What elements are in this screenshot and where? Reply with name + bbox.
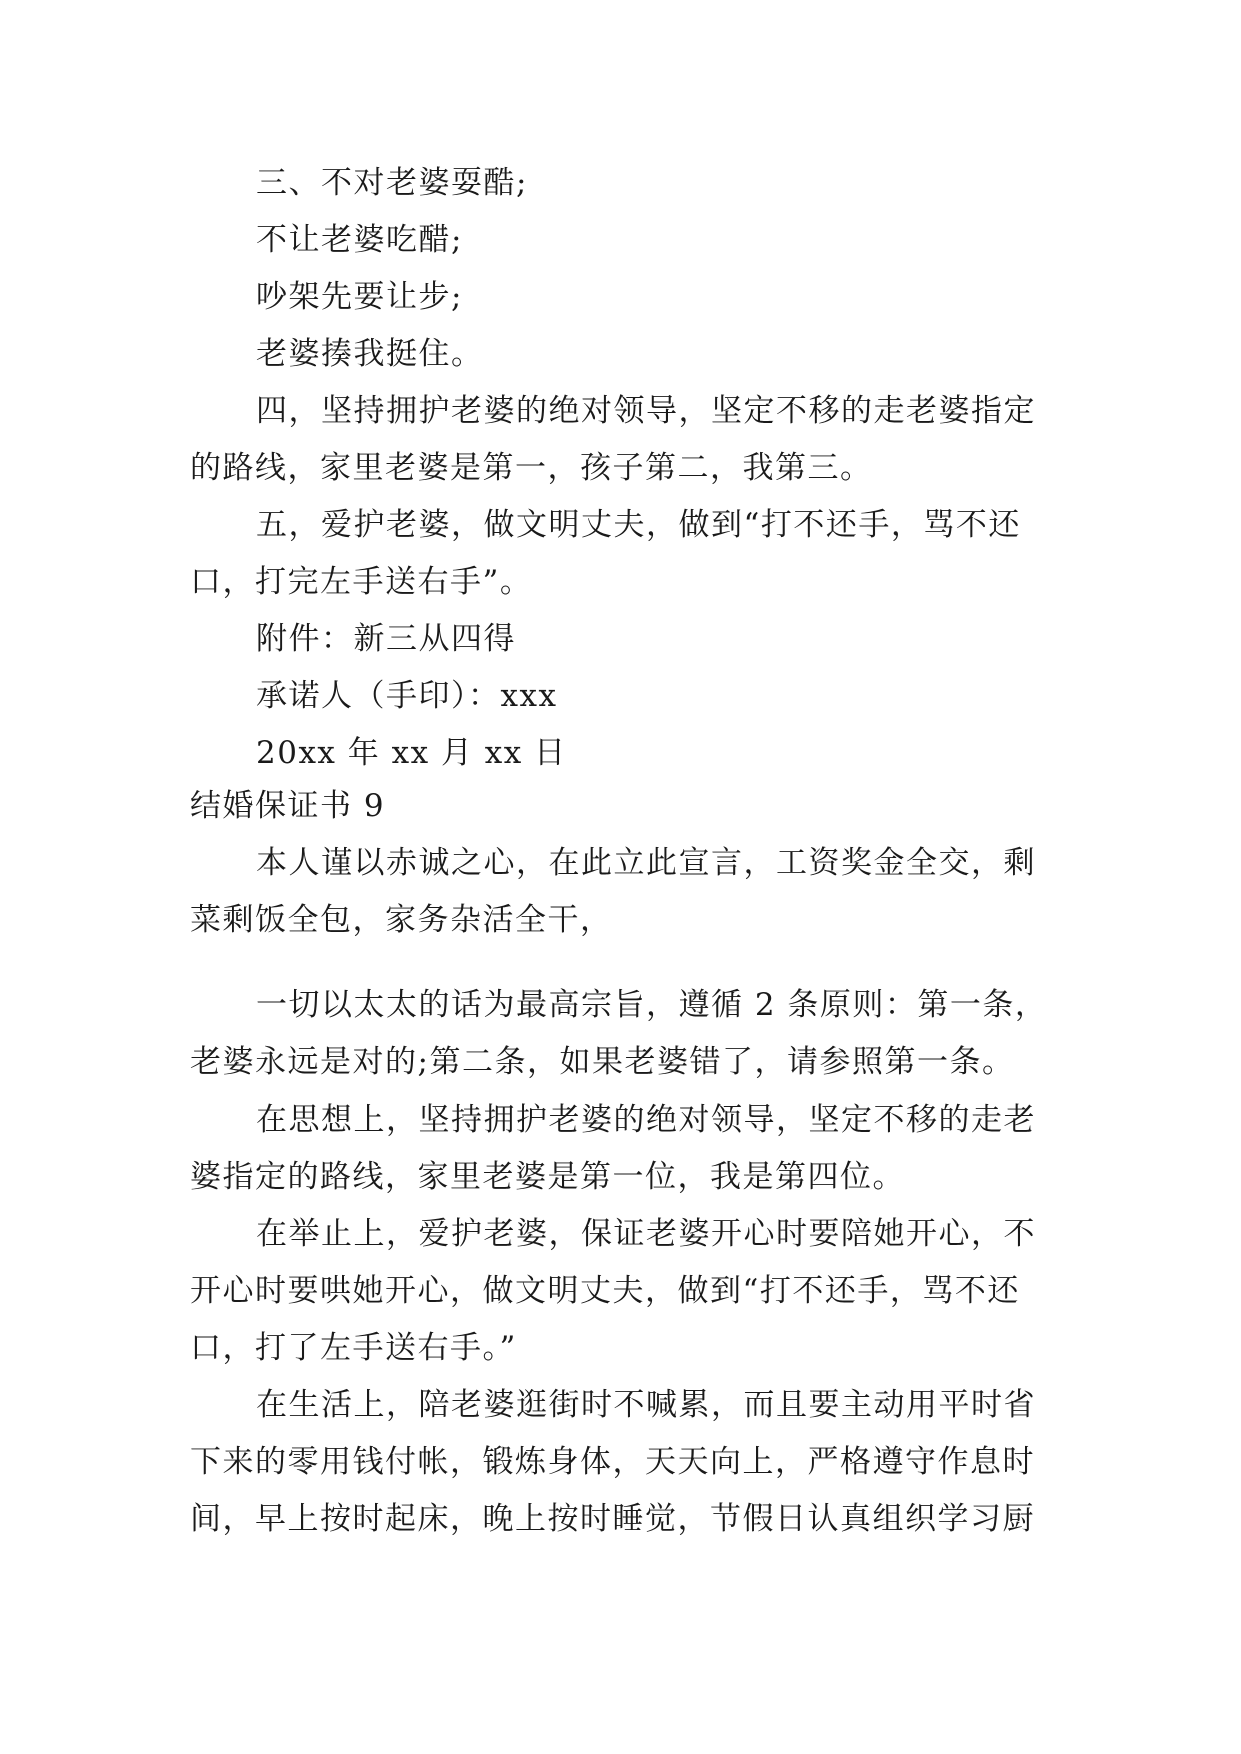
rule-3-line: 老婆揍我挺住。 (256, 336, 484, 372)
rule-3-line: 吵架先要让步; (256, 279, 463, 315)
rule-3-line: 三、不对老婆耍酷; (256, 165, 528, 201)
section-paragraph-1: 菜剩饭全包，家务杂活全干， (190, 902, 613, 938)
promiser-line: 承诺人（手印）：xxx (256, 678, 558, 714)
section-paragraph-5: 间，早上按时起床，晚上按时睡觉，节假日认真组织学习厨 (190, 1501, 1035, 1537)
section-paragraph-4: 在举止上，爱护老婆，保证老婆开心时要陪她开心，不 (256, 1216, 1036, 1252)
section-paragraph-5: 下来的零用钱付帐，锻炼身体，天天向上，严格遵守作息时 (190, 1444, 1035, 1480)
section-paragraph-3: 在思想上，坚持拥护老婆的绝对领导，坚定不移的走老 (256, 1102, 1036, 1138)
section-title: 结婚保证书 9 (190, 788, 386, 824)
section-paragraph-5: 在生活上，陪老婆逛街时不喊累，而且要主动用平时省 (256, 1387, 1036, 1423)
section-paragraph-1: 本人谨以赤诚之心，在此立此宣言，工资奖金全交，剩 (256, 845, 1036, 881)
date-line: 20xx 年 xx 月 xx 日 (256, 735, 567, 771)
rule-5-paragraph: 口，打完左手送右手”。 (190, 564, 533, 600)
section-paragraph-2: 一切以太太的话为最高宗旨，遵循 2 条原则：第一条， (256, 987, 1048, 1023)
section-paragraph-4: 开心时要哄她开心，做文明丈夫，做到“打不还手，骂不还 (190, 1273, 1020, 1309)
rule-5-paragraph: 五，爱护老婆，做文明丈夫，做到“打不还手，骂不还 (256, 507, 1021, 543)
rule-3-line: 不让老婆吃醋; (256, 222, 463, 258)
section-paragraph-3: 婆指定的路线，家里老婆是第一位，我是第四位。 (190, 1159, 905, 1195)
rule-4-paragraph: 的路线，家里老婆是第一，孩子第二，我第三。 (190, 450, 873, 486)
attachment-line: 附件：新三从四得 (256, 621, 516, 657)
rule-4-paragraph: 四，坚持拥护老婆的绝对领导，坚定不移的走老婆指定 (256, 393, 1036, 429)
section-paragraph-4: 口，打了左手送右手。” (190, 1330, 517, 1366)
section-paragraph-2: 老婆永远是对的;第二条，如果老婆错了，请参照第一条。 (190, 1044, 1015, 1080)
